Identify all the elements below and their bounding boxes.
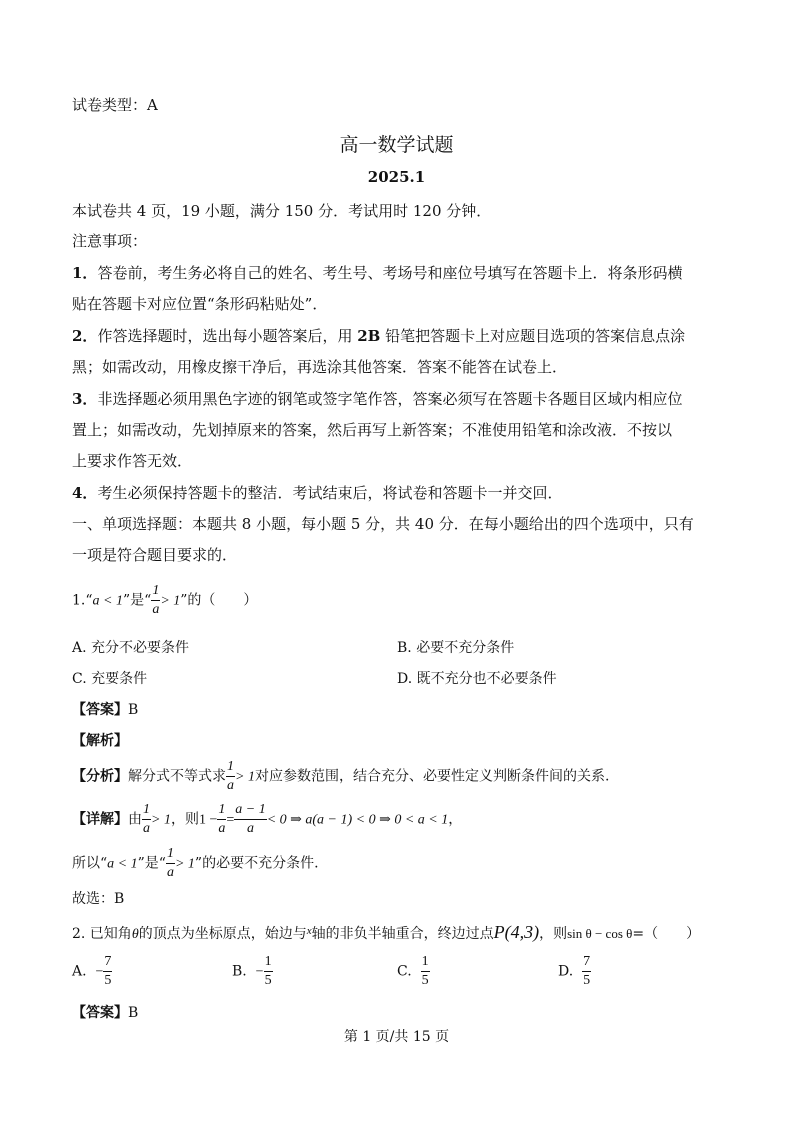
concl-fraction-den: a [166,865,174,880]
note-3-number: 3． [72,390,98,408]
fenxi-gt: > 1 [235,769,255,785]
q2-option-a [72,955,112,988]
concl-fraction [166,847,175,880]
note-1-number: 1． [72,264,98,282]
q1-fraction-gt: > 1 [160,593,181,609]
q2-x: x [306,925,312,937]
xiangjie-you: 由 [128,811,142,828]
q2-option-d-den: 5 [583,973,591,988]
q2-option-c-fraction [421,955,430,988]
q1-option-c: C. 充要条件 [72,671,148,687]
note-1-line-1 [72,262,682,283]
fenxi-text-b: 对应参数范围，结合充分、必要性定义判断条件间的关系. [254,768,610,785]
page-title: 高一数学试题 [339,134,454,156]
q2-stem-c: 轴的非负半轴重合，终边过点 [311,926,494,942]
q2-option-c-label: C. [397,963,412,980]
note-2-line-2: 黑；如需改动，用橡皮擦干净后，再选涂其他答案．答案不能答在试卷上． [72,358,568,376]
q1-quote-open: “ [85,592,93,609]
q1-option-a: A. 充分不必要条件 [72,640,190,656]
q2-option-b-num: 1 [264,955,273,972]
q2-option-b-label: B. [232,963,247,980]
q1-cond-1: a < 1 [92,593,123,609]
q1-stem [72,584,257,617]
concl-a: 所以“ [72,855,108,872]
q2-answer-tag: 【答案】 [72,1005,128,1021]
note-2-number: 2． [72,327,98,345]
xiangjie-rest: < 0 ⇒ a(a − 1) < 0 ⇒ 0 < a < 1 [266,812,449,828]
q1-conclusion [72,847,319,880]
note-3-line-1 [72,388,682,409]
q2-option-c-den: 5 [421,973,429,988]
note-1-text: 答卷前，考生务必将自己的姓名、考生号、考场号和座位号填写在答题卡上．将条形码横 [97,264,683,282]
q1-quote-mid: ”是“ [122,592,152,609]
q1-xiangjie [72,803,462,836]
q2-option-d-num: 7 [582,955,591,972]
q2-stem [72,922,700,943]
concl-fraction-num: 1 [166,847,175,864]
xiangjie-end: ， [448,811,463,828]
q1-quote-close: ”的（ ） [180,592,258,609]
concl-cond: a < 1 [107,856,138,872]
q1-fenxi [72,760,609,793]
fenxi-fraction-num: 1 [226,760,235,777]
q2-point: P(4,3) [493,922,540,942]
intro-text: 本试卷共 4 页，19 小题，满分 150 分．考试用时 120 分钟． [72,202,492,220]
fenxi-tag: 【分析】 [72,768,128,785]
concl-gt: > 1 [174,856,195,872]
q2-option-a-fraction [103,955,112,988]
q2-option-d-label: D. [558,963,574,980]
q2-answer-value: B [128,1005,139,1021]
q1-guxuan: 故选：B [72,891,125,907]
note-2-text-a: 作答选择题时，选出每小题答案后，用 [97,327,358,345]
q1-fraction [151,584,160,617]
note-2-pencil: 2B [357,327,381,345]
note-3-line-3: 上要求作答无效． [72,452,193,470]
q2-stem-d: ，则 [539,926,568,942]
page-number: 第 1 页/共 15 页 [343,1029,450,1045]
note-3-line-2: 置上；如需改动，先划掉原来的答案，然后再写上新答案；不准使用铅笔和涂改液．不按以 [72,421,673,439]
q2-theta: θ [131,927,139,942]
q1-number: 1. [72,592,86,609]
xiangjie-fraction-2-num: 1 [217,803,226,820]
section-heading-line-1: 一、单项选择题：本题共 8 小题，每小题 5 分，共 40 分．在每小题给出的四个选项中，只有 [72,515,694,533]
fenxi-fraction [226,760,235,793]
notes-heading: 注意事项： [72,232,148,250]
q2-option-b-fraction [264,955,273,988]
q1-option-b: B. 必要不充分条件 [397,640,515,656]
q2-option-a-den: 5 [104,973,112,988]
q1-fraction-den: a [152,602,160,617]
q1-option-d: D. 既不充分也不必要条件 [397,671,557,687]
q2-stem-e: =（ ） [632,926,701,942]
xiangjie-fraction-2 [217,803,226,836]
q2-option-d-fraction [582,955,591,988]
q1-answer [72,699,138,719]
xiangjie-fraction-1-num: 1 [142,803,151,820]
xiangjie-fraction-3-den: a [246,821,254,836]
q2-expression: sin θ − cos θ [567,926,633,941]
concl-b: ”是“ [137,855,166,872]
q2-option-b-sign: − [255,964,264,980]
section-heading-line-2: 一项是符合题目要求的． [72,546,238,564]
q2-option-a-num: 7 [103,955,112,972]
exam-date: 2025.1 [367,168,426,186]
fenxi-text-a: 解分式不等式求 [128,768,226,785]
xiangjie-fraction-1 [142,803,151,836]
concl-c: ”的必要不充分条件. [194,855,319,872]
q2-option-b-den: 5 [264,973,272,988]
q2-option-a-label: A. [72,963,87,980]
q2-stem-b: 的顶点为坐标原点，始边与 [138,926,307,942]
note-3-text: 非选择题必须用黑色字迹的钢笔或签字笔作答，答案必须写在答题卡各题目区域内相应位 [97,390,683,408]
q2-stem-a: 2. 已知角 [72,926,132,942]
note-2-text-c: 铅笔把答题卡上对应题目选项的答案信息点涂 [380,327,686,345]
xiangjie-fraction-1-den: a [143,821,150,836]
note-4-text: 考生必须保持答题卡的整洁．考试结束后，将试卷和答题卡一并交回． [97,484,563,502]
xiangjie-ze: ，则 [170,811,199,828]
xiangjie-fraction-3 [234,803,266,836]
q2-option-b [232,955,273,988]
xiangjie-gt: > 1 [151,812,171,828]
q2-option-c-num: 1 [421,955,430,972]
note-4-line-1 [72,482,562,503]
q2-option-a-sign: − [95,964,104,980]
q2-option-d [558,955,591,988]
q2-option-c [397,955,430,988]
fenxi-fraction-den: a [227,778,234,793]
answer-tag: 【答案】 [72,702,128,718]
xiangjie-fraction-3-num: a − 1 [234,803,266,820]
note-2-line-1 [72,325,685,346]
xiangjie-eq: = [226,812,235,828]
q1-fraction-num: 1 [151,584,160,601]
q2-answer [72,1002,138,1022]
xiangjie-one-minus: 1 − [198,812,218,828]
note-4-number: 4． [72,484,98,502]
xiangjie-tag: 【详解】 [72,811,128,828]
analysis-tag: 【解析】 [72,733,128,749]
note-1-line-2: 贴在答题卡对应位置“条形码粘贴处”． [72,295,328,313]
paper-type: 试卷类型：A [72,96,158,114]
xiangjie-fraction-2-den: a [218,821,226,836]
answer-value: B [128,702,139,718]
